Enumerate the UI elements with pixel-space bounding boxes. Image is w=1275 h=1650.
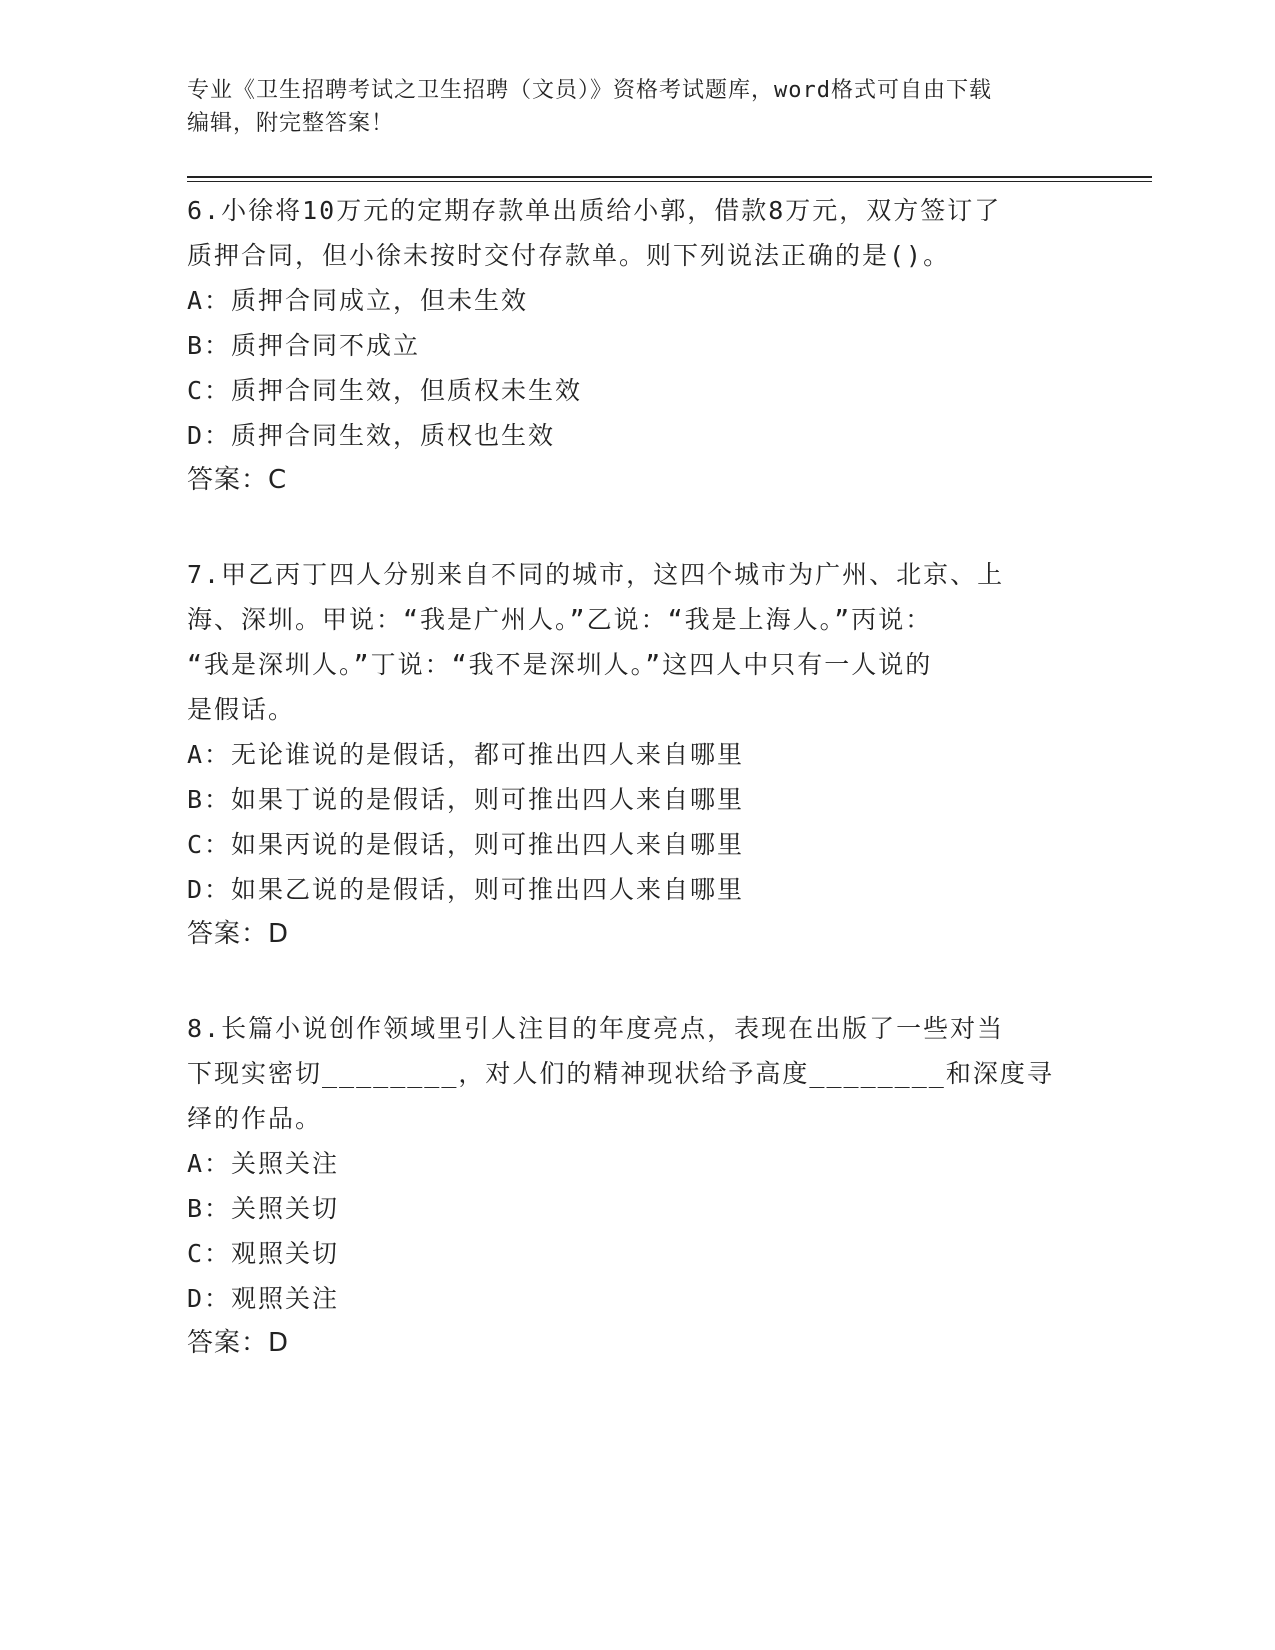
question-stem-line: 海、深圳。甲说：“我是广州人。”乙说：“我是上海人。”丙说： [187,605,933,634]
option-d: D：观照关注 [187,1284,340,1313]
question-stem-line: “我是深圳人。”丁说：“我不是深圳人。”这四人中只有一人说的 [187,650,933,679]
question-8 [187,1006,1067,1366]
question-stem-line: 8.长篇小说创作领域里引人注目的年度亮点，表现在出版了一些对当 [187,1014,1005,1043]
answer: 答案：D [187,1328,290,1358]
question-stem-line: 下现实密切________，对人们的精神现状给予高度________和深度寻 [187,1059,1054,1088]
option-c: C：质押合同生效，但质权未生效 [187,376,583,405]
option-b: B：质押合同不成立 [187,331,421,360]
answer: 答案：D [187,919,290,949]
answer: 答案：C [187,465,288,495]
header-line-2: 编辑，附完整答案！ [187,111,395,136]
option-a: A：无论谁说的是假话，都可推出四人来自哪里 [187,740,745,769]
question-stem-line: 是假话。 [187,695,296,724]
header-line-1: 专业《卫生招聘考试之卫生招聘（文员）》资格考试题库，word格式可自由下载 [187,78,992,103]
option-a: A：质押合同成立，但未生效 [187,286,529,315]
question-6 [187,188,1067,503]
question-stem-line: 7.甲乙丙丁四人分别来自不同的城市，这四个城市为广州、北京、上 [187,560,1005,589]
header-divider-top [187,176,1152,178]
option-b: B：如果丁说的是假话，则可推出四人来自哪里 [187,785,745,814]
question-stem-line: 绎的作品。 [187,1104,323,1133]
option-d: D：如果乙说的是假话，则可推出四人来自哪里 [187,875,745,904]
option-c: C：如果丙说的是假话，则可推出四人来自哪里 [187,830,745,859]
option-d: D：质押合同生效，质权也生效 [187,421,556,450]
header-divider-bottom [187,181,1152,182]
option-b: B：关照关切 [187,1194,340,1223]
option-a: A：关照关注 [187,1149,340,1178]
option-c: C：观照关切 [187,1239,340,1268]
question-stem-line: 6.小徐将10万元的定期存款单出质给小郭，借款8万元，双方签订了 [187,196,1002,225]
question-stem-line: 质押合同，但小徐未按时交付存款单。则下列说法正确的是()。 [187,241,951,270]
document-header [187,74,1067,140]
question-7 [187,552,1067,957]
